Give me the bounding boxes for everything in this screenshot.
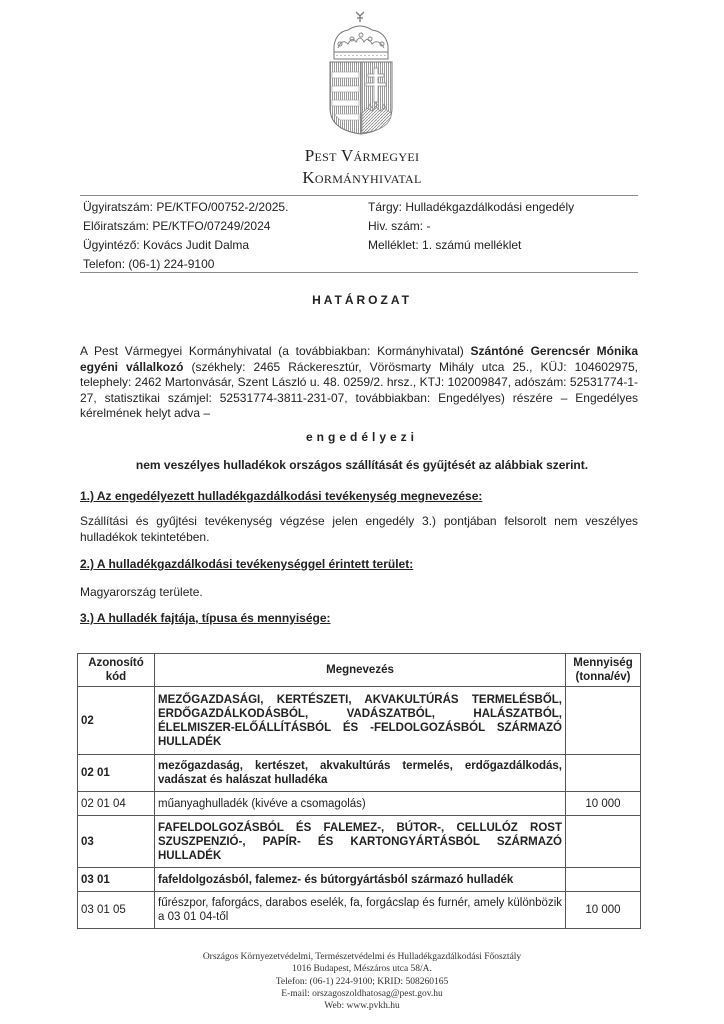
waste-name: FAFELDOLGOZÁSBÓL ÉS FALEMEZ-, BÚTOR-, CELLULÓZ ROST SZUSZPENZIÓ-, PAPÍR- ÉS KARTONGYÁRTÁSBÓL SZÁRMAZÓ HULLADÉK: [155, 816, 566, 868]
waste-table: [77, 653, 641, 929]
waste-quantity: [566, 687, 641, 755]
section-3-heading: 3.) A hulladék fajtája, típusa és mennyisége:: [80, 611, 331, 625]
waste-name: fűrészpor, faforgács, darabos eselék, fa, forgácslap és furnér, amely különbözik a 03 01 04-től: [155, 892, 566, 929]
hungarian-coat-of-arms-icon: [326, 8, 396, 136]
reference-number: Hiv. szám: -: [368, 219, 431, 233]
previous-case-number: Előiratszám: PE/KTFO/07249/2024: [83, 219, 271, 233]
table-row: [78, 892, 641, 929]
table-row: [78, 868, 641, 892]
footer-address: 1016 Budapest, Mészáros utca 58/A.: [292, 964, 432, 975]
waste-name: mezőgazdaság, kertészet, akvakultúrás termelés, erdőgazdálkodás, vadászat és halászat hulladéka: [155, 755, 566, 792]
header-divider-top: [80, 195, 638, 196]
waste-code: 02 01 04: [78, 792, 155, 816]
decision-subject: nem veszélyes hulladékok országos szállítását és gyűjtését az alábbiak szerint.: [135, 458, 589, 472]
subject: Tárgy: Hulladékgazdálkodási engedély: [368, 200, 575, 214]
waste-code: 02: [78, 687, 155, 755]
waste-quantity: [566, 755, 641, 792]
column-header-quantity: Mennyiség (tonna/év): [566, 654, 641, 687]
section-2-body: Magyarország területe.: [80, 585, 203, 599]
waste-quantity: [566, 816, 641, 868]
table-row: [78, 816, 641, 868]
header-divider-bottom: [80, 272, 638, 273]
waste-code: 03 01 05: [78, 892, 155, 929]
attachment: Melléklet: 1. számú melléklet: [368, 238, 522, 252]
footer-contact: [0, 951, 724, 1012]
case-number: Ügyiratszám: PE/KTFO/00752-2/2025.: [83, 200, 289, 214]
intro-text-1: A Pest Vármegyei Kormányhivatal (a továbbiakban: Kormányhivatal): [80, 344, 471, 358]
org-name-line1: Pest Vármegyei: [304, 146, 420, 165]
permit-holder-name: Szántóné Gerencsér Mónika egyéni vállalkozó: [80, 344, 638, 374]
org-name-line2: Kormányhivatal: [302, 168, 422, 187]
footer-web: Web: www.pvkh.hu: [324, 1001, 400, 1012]
table-row: [78, 687, 641, 755]
footer-department: Országos Környezetvédelmi, Természetvédelmi és Hulladékgazdálkodási Főosztály: [202, 952, 522, 962]
case-metadata-right: [368, 198, 574, 255]
waste-quantity: 10 000: [566, 892, 641, 929]
table-row: [78, 755, 641, 792]
decision-word: engedélyezi: [305, 430, 419, 444]
table-row: [78, 792, 641, 816]
phone: Telefon: (06-1) 224-9100: [83, 257, 215, 271]
table-header-row: [78, 654, 641, 687]
waste-quantity: [566, 868, 641, 892]
footer-phone: Telefon: (06-1) 224-9100; KRID: 508260165: [275, 976, 449, 987]
waste-code: 03 01: [78, 868, 155, 892]
intro-text-2: (székhely: 2465 Ráckeresztúr, Vörösmarty Mihály utca 25., KÜJ: 104602975, telephely: 2462 Martonvásár, Szent László u. 48. 0259/2. hrsz., KTJ: 102009847, adószám: 52531774-1-27, statisztikai számjel: 52531774-3811-231-07, továbbiakban: Engedélyes) részére – Engedélyes kérelmének helyt adva –: [80, 359, 638, 420]
waste-name: fafeldolgozásból, falemez- és bútorgyártásból származó hulladék: [155, 868, 566, 892]
footer-email: E-mail: orszagoszoldhatosag@pest.gov.hu: [281, 988, 443, 999]
case-officer: Ügyintéző: Kovács Judit Dalma: [83, 238, 250, 252]
waste-name: műanyaghulladék (kivéve a csomagolás): [155, 792, 566, 816]
document-title: HATÁROZAT: [312, 293, 412, 307]
section-2-heading: 2.) A hulladékgazdálkodási tevékenységgel érintett terület:: [80, 557, 414, 571]
waste-name: MEZŐGAZDASÁGI, KERTÉSZETI, AKVAKULTÚRÁS TERMELÉSBŐL, ERDŐGAZDÁLKODÁSBÓL, VADÁSZATBÓL, HALÁSZATBÓL, ÉLELMISZER-ELŐÁLLÍTÁSBÓL ÉS -FELDOLGOZÁSBÓL SZÁRMAZÓ HULLADÉK: [155, 687, 566, 755]
section-1-heading: 1.) Az engedélyezett hulladékgazdálkodási tevékenység megnevezése:: [80, 489, 483, 503]
waste-code: 03: [78, 816, 155, 868]
waste-quantity: 10 000: [566, 792, 641, 816]
column-header-name: Megnevezés: [155, 654, 566, 687]
section-1-body: Szállítási és gyűjtési tevékenység végzése jelen engedély 3.) pontjában felsorolt nem veszélyes hulladékok tekintetében.: [80, 514, 638, 544]
case-metadata-left: [83, 198, 288, 274]
column-header-code: Azonosító kód: [78, 654, 155, 687]
intro-paragraph: [80, 344, 638, 422]
waste-code: 02 01: [78, 755, 155, 792]
